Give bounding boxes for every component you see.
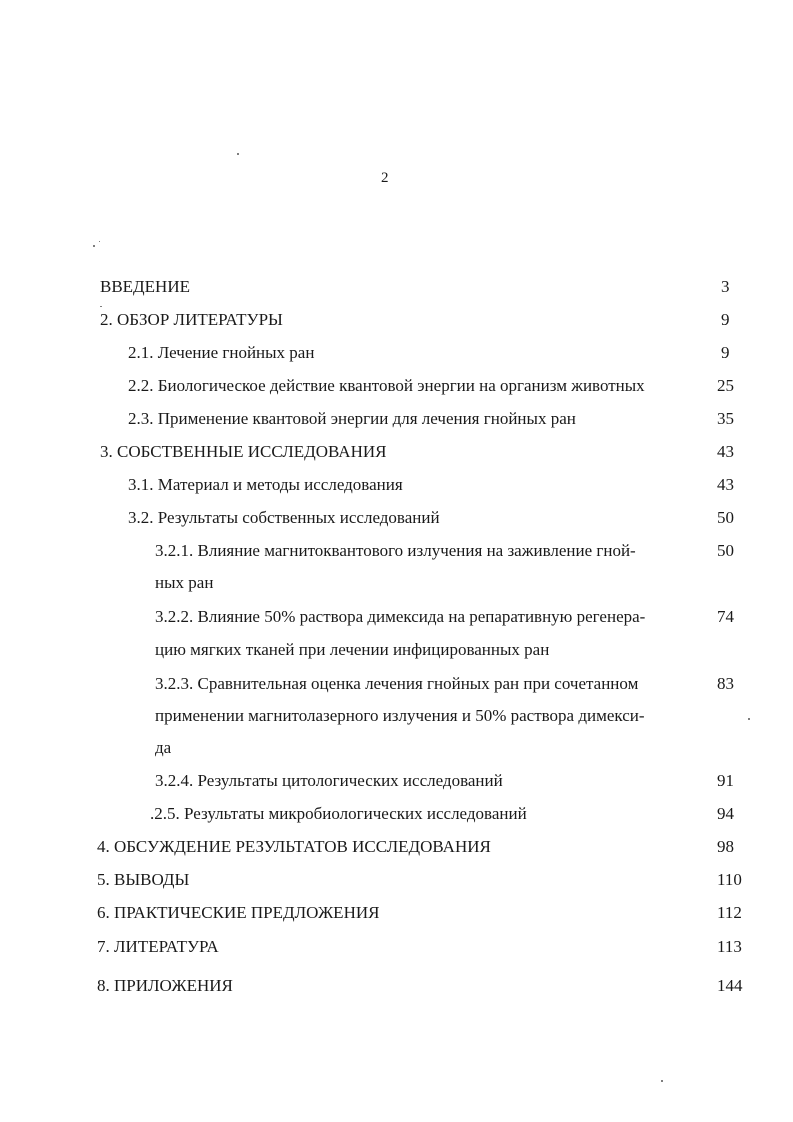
toc-entry-page: 112 [717,903,742,922]
toc-entry-title: 2.2. Биологическое действие квантовой энергии на организм животных [128,376,645,395]
toc-entry-title: 2. ОБЗОР ЛИТЕРАТУРЫ [100,310,283,329]
scan-speck [748,718,750,720]
toc-entry-page: 50 [717,508,734,527]
toc-entry-page: 50 [717,541,734,560]
scan-speck [99,241,100,242]
toc-entry-title-line: ных ран [155,573,214,592]
toc-entry-title: 3.2. Результаты собственных исследований [128,508,440,527]
toc-entry-title: 5. ВЫВОДЫ [97,870,190,889]
toc-entry-title-line: применении магнитолазерного излучения и 50% раствора димекси- [155,706,645,725]
toc-entry-title: ВВЕДЕНИЕ [100,277,190,296]
toc-entry-title-line: цию мягких тканей при лечении инфицированных ран [155,640,550,659]
toc-entry-title: 7. ЛИТЕРАТУРА [97,937,219,956]
toc-entry-title: 3. СОБСТВЕННЫЕ ИССЛЕДОВАНИЯ [100,442,387,461]
toc-entry-title: 2.1. Лечение гнойных ран [128,343,315,362]
toc-entry-page: 74 [717,607,734,626]
toc-entry-title: .2.5. Результаты микробиологических исследований [150,804,527,823]
scan-speck [237,153,239,155]
toc-entry-page: 94 [717,804,734,823]
toc-entry-page: 25 [717,376,734,395]
scan-speck [93,245,95,247]
toc-entry-title: 2.3. Применение квантовой энергии для лечения гнойных ран [128,409,576,428]
toc-entry-page: 3 [721,277,730,296]
toc-entry-page: 113 [717,937,742,956]
scan-speck [100,306,102,307]
toc-entry-title-line: да [155,738,172,757]
scan-speck [661,1080,663,1082]
toc-entry-page: 9 [721,310,730,329]
toc-entry-page: 43 [717,442,734,461]
toc-entry-page: 98 [717,837,734,856]
toc-entry-page: 9 [721,343,730,362]
toc-entry-title: 3.1. Материал и методы исследования [128,475,403,494]
toc-entry-page: 110 [717,870,742,889]
toc-entry-page: 43 [717,475,734,494]
toc-entry-title: 6. ПРАКТИЧЕСКИЕ ПРЕДЛОЖЕНИЯ [97,903,380,922]
toc-entry-title-line: 3.2.1. Влияние магнитоквантового излучения на заживление гной- [155,541,636,560]
toc-entry-title-line: 3.2.3. Сравнительная оценка лечения гнойных ран при сочетанном [155,674,639,693]
toc-entry-page: 91 [717,771,734,790]
toc-entry-title: 3.2.4. Результаты цитологических исследований [155,771,503,790]
page-number: 2 [381,170,389,186]
toc-entry-title: 4. ОБСУЖДЕНИЕ РЕЗУЛЬТАТОВ ИССЛЕДОВАНИЯ [97,837,491,856]
toc-entry-page: 35 [717,409,734,428]
toc-entry-title: 8. ПРИЛОЖЕНИЯ [97,976,233,995]
toc-entry-title-line: 3.2.2. Влияние 50% раствора димексида на репаративную регенера- [155,607,646,626]
toc-entry-page: 144 [717,976,743,995]
toc-entry-page: 83 [717,674,734,693]
